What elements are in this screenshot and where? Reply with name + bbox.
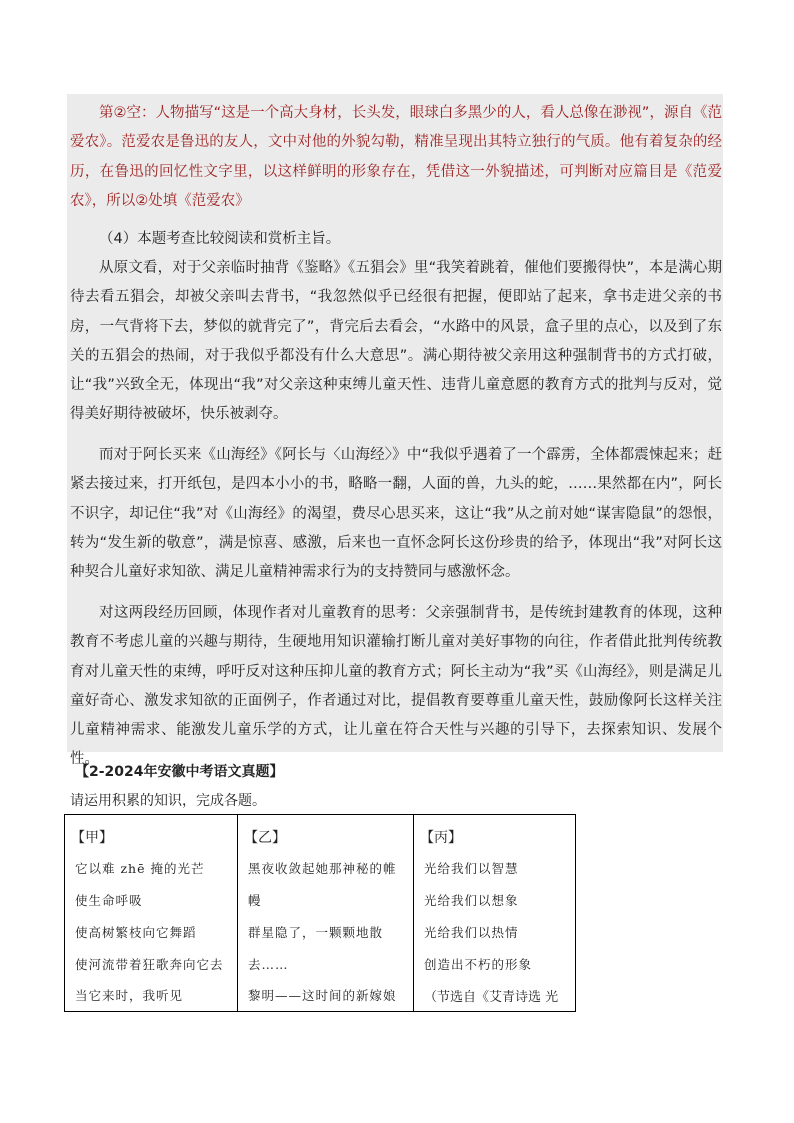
- answer-paragraph-2: （4）本题考查比较阅读和赏析主旨。: [99, 231, 341, 247]
- poem-column-header: 【甲】: [71, 830, 113, 846]
- poem-line: 幔: [248, 893, 262, 908]
- poem-line: 当它来时，我听见: [75, 988, 184, 1003]
- poem-line: 使生命呼吸: [75, 893, 143, 908]
- poem-table: [64, 814, 576, 1012]
- answer-paragraph-3: 从原文看，对于父亲临时抽背《鉴略》《五猖会》里“我笑着跳着，催他们要搬得快”，本是满心期待去看五猖会，却被父亲叫去背书，“我忽然似乎已经很有把握，便即站了起来，拿书走进父亲的书房，一气背将下去，梦似的就背完了”，背完后去看会，“水路中的风景，盒子里的点心，以及到了东关的五猖会的热闹，对于我似乎都没有什么大意思”。满心期待被父亲用这种强制背书的方式打破，让“我”兴致全无，体现出“我”对父亲这种束缚儿童天性、违背儿童意愿的教育方式的批判与反对，觉得美好期待被破坏，快乐被剥夺。: [70, 260, 722, 423]
- poem-line: 群星隐了，一颗颗地散: [248, 925, 384, 940]
- answer-paragraph-1: 第②空：人物描写“这是一个高大身材，长头发，眼球白多黑少的人，看人总像在渺视”，源自《范爱农》。范爱农是鲁迅的友人，文中对他的外貌勾勒，精准呈现出其特立独行的气质。他有着复杂的经历，在鲁迅的回忆性文字里，以这样鲜明的形象存在，凭借这一外貌描述，可判断对应篇目是《范爱农》，所以②处填《范爱农》: [70, 105, 722, 209]
- poem-column-header: 【乙】: [244, 830, 286, 846]
- instruction-text: 请运用积累的知识，完成各题。: [70, 793, 266, 809]
- poem-line: 使河流带着狂歌奔向它去: [75, 957, 224, 972]
- poem-line: 使高树繁枝向它舞蹈: [75, 925, 197, 940]
- section-title: 【2-2024年安徽中考语文真题】: [75, 764, 284, 780]
- answer-paragraph-4: 而对于阿长买来《山海经》《阿长与〈山海经〉》中“我似乎遇着了一个霹雳，全体都震悚起来；赶紧去接过来，打开纸包，是四本小小的书，略略一翻，人面的兽，九头的蛇，……果然都在内”，阿长不识字，却记住“我”对《山海经》的渴望，费尽心思买来，这让“我”从之前对她“谋害隐鼠”的怨恨，转为“发生新的敬意”，满是惊喜、感激，后来也一直怀念阿长这份珍贵的给予，体现出“我”对阿长这种契合儿童好求知欲、满足儿童精神需求行为的支持赞同与感激怀念。: [70, 447, 722, 581]
- answer-paragraph-5: 对这两段经历回顾，体现作者对儿童教育的思考：父亲强制背书，是传统封建教育的体现，这种教育不考虑儿童的兴趣与期待，生硬地用知识灌输打断儿童对美好事物的向往，作者借此批判传统教育对儿童天性的束缚，呼吁反对这种压抑儿童的教育方式；阿长主动为“我”买《山海经》，则是满足儿童好奇心、激发求知欲的正面例子，作者通过对比，提倡教育要尊重儿童天性，鼓励像阿长这样关注儿童精神需求、能激发儿童乐学的方式，让儿童在符合天性与兴趣的引导下，去探索知识、发展个性。: [70, 605, 722, 768]
- poem-line: 创造出不朽的形象: [424, 957, 533, 972]
- poem-line: 光给我们以热情: [424, 925, 519, 940]
- poem-line: 它以难 zhē 掩的光芒: [75, 861, 205, 876]
- poem-line: 光给我们以智慧: [424, 861, 519, 876]
- poem-line: 去……: [248, 957, 289, 972]
- poem-line: 黎明——这时间的新嫁娘: [248, 988, 397, 1003]
- poem-line: 黑夜收敛起她那神秘的帷: [248, 861, 397, 876]
- poem-column-header: 【丙】: [420, 830, 462, 846]
- poem-line: 光给我们以想象: [424, 893, 519, 908]
- poem-column-jia: [65, 815, 238, 1011]
- poem-source-line: （节选自《艾青诗选 光: [424, 990, 559, 1005]
- poem-column-bing: [414, 815, 575, 1011]
- poem-column-yi: [238, 815, 414, 1011]
